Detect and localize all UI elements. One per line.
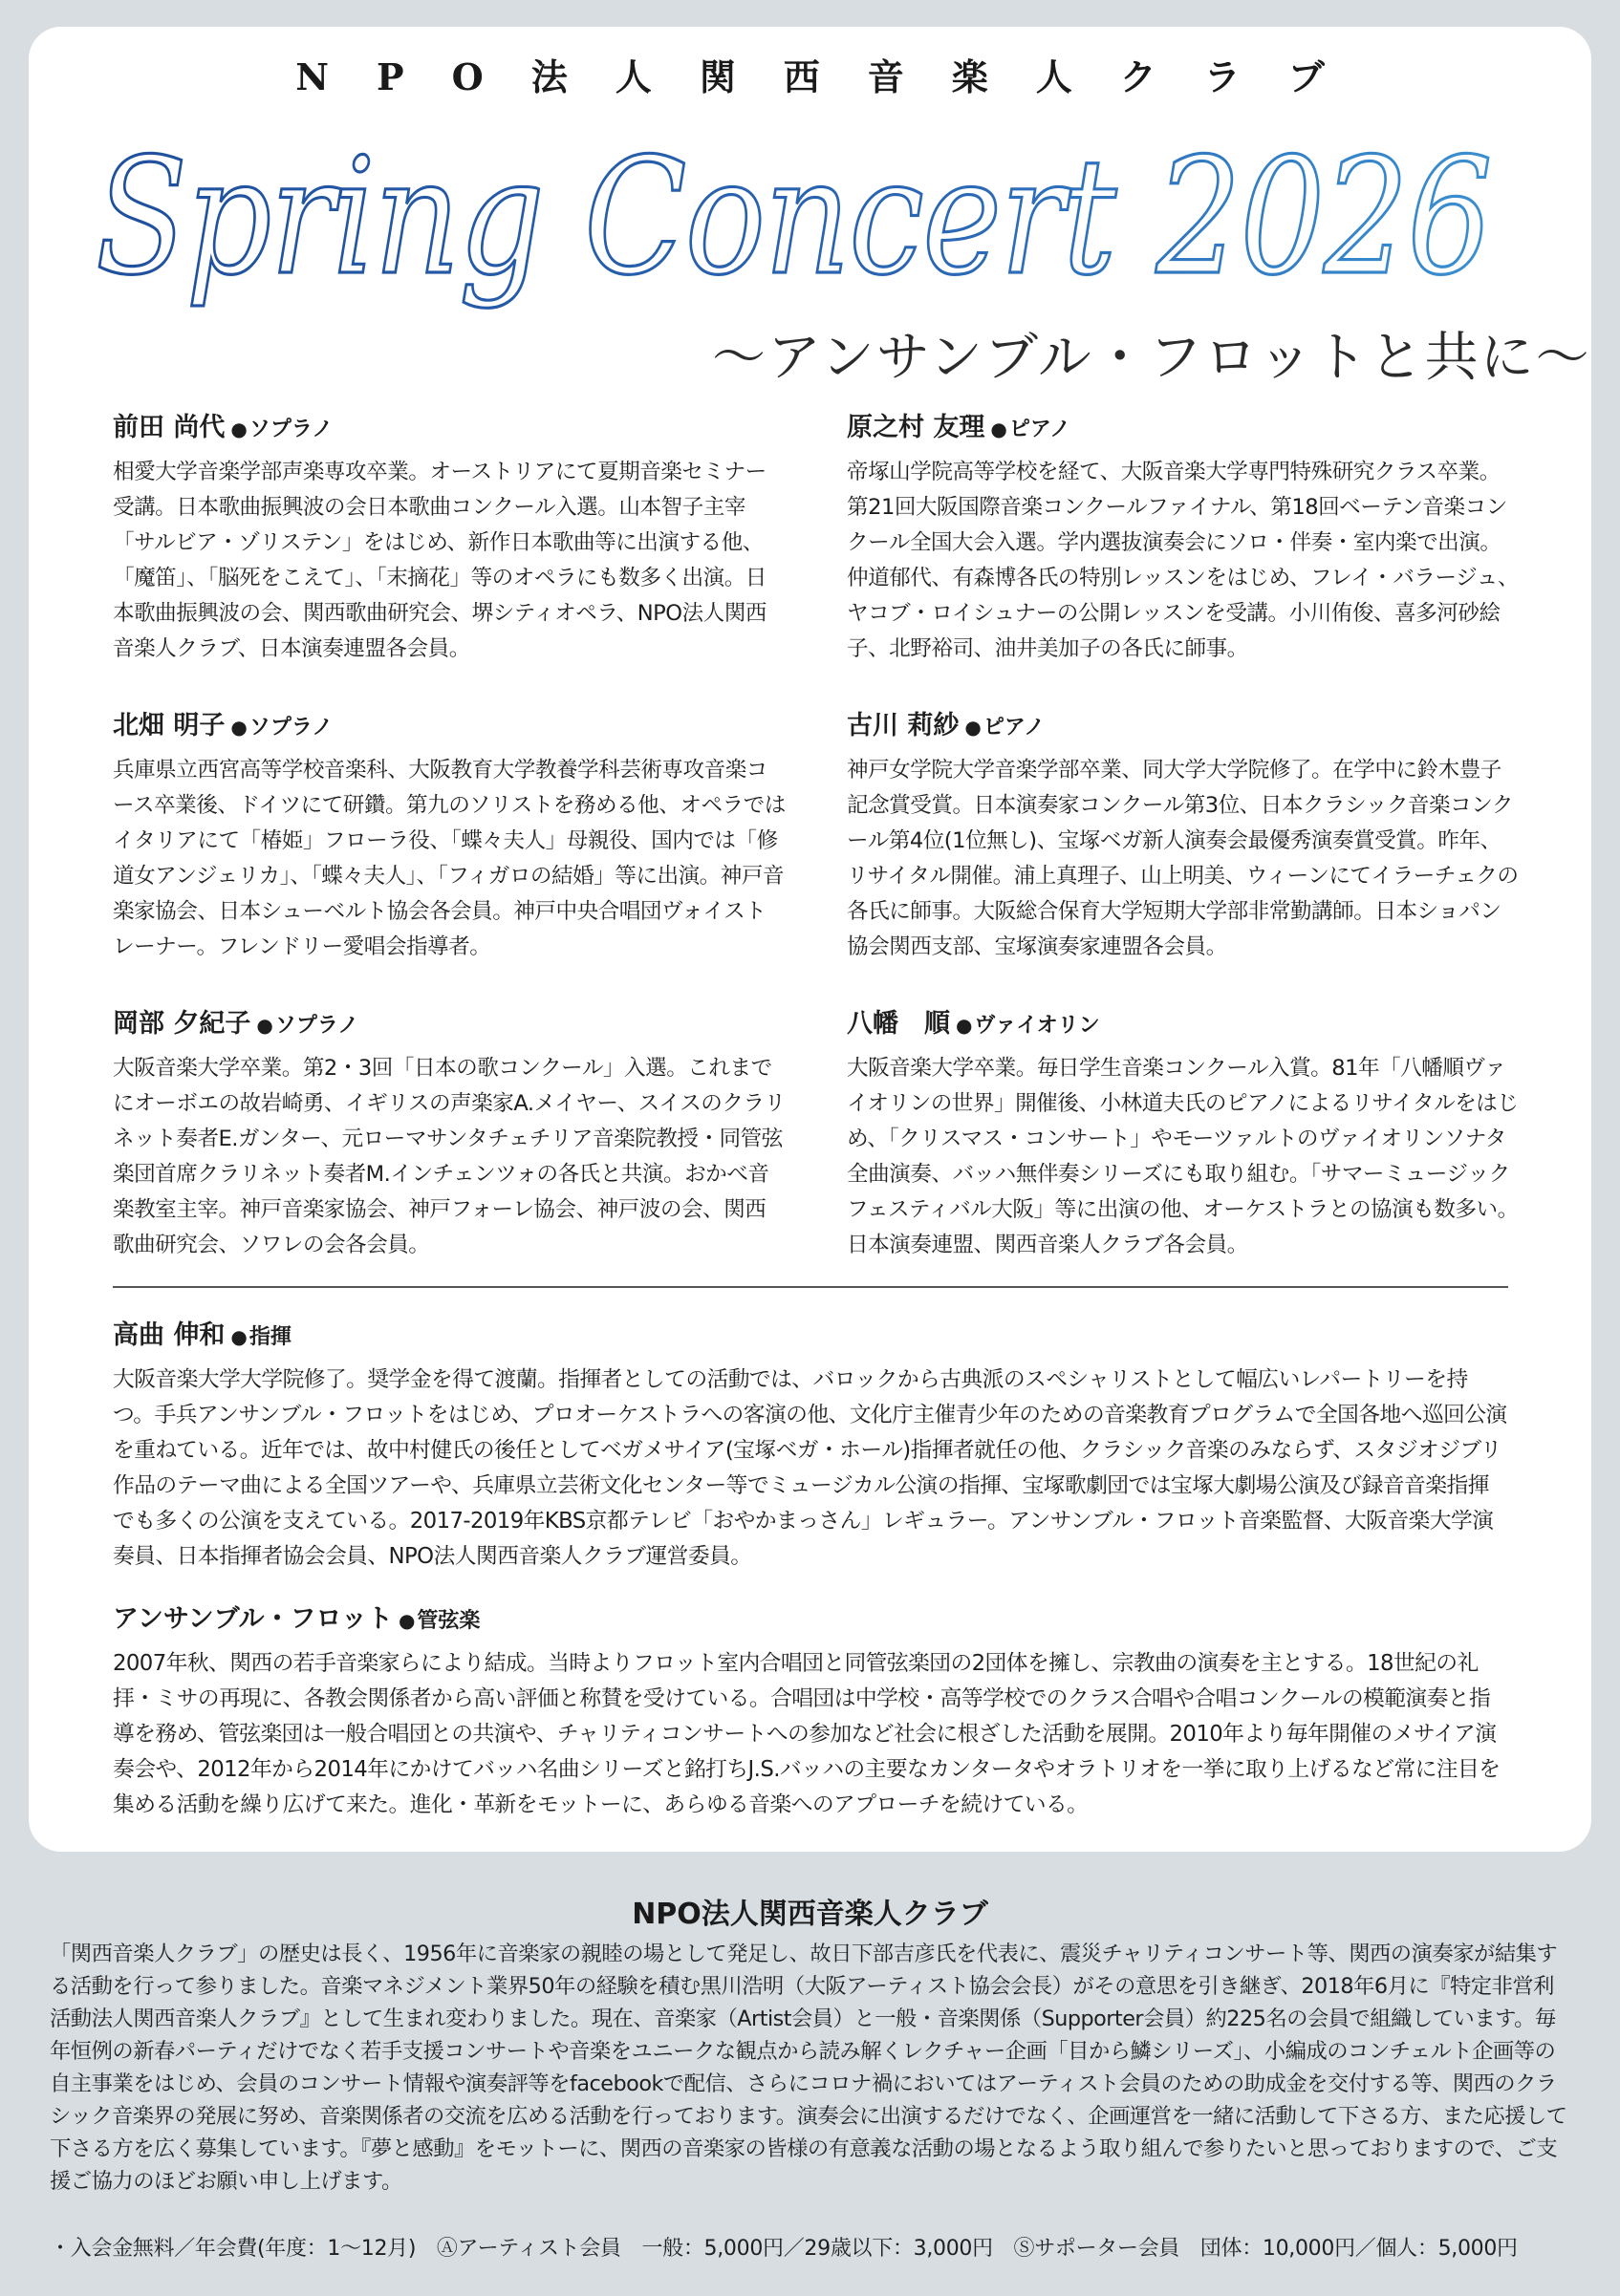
performer-biography: 大阪音楽大学卒業。第2・3回「日本の歌コンクール」入選。これまでにオーボエの故岩崎勇、イギリスの声楽家A.メイヤー、スイスのクラリネット奏者E.ガンター、元ローマサンタチェチリア音楽院教授・同管弦楽団首席クラリネット奏者M.インチェンツォの各氏と共演。おかべ音楽教室主宰。神戸音楽家協会、神戸フォーレ協会、神戸波の会、関西歌曲研究会、ソワレの会各会員。 [113, 1056, 786, 1257]
performer-role: ピアノ [983, 716, 1046, 740]
ensemble-heading [113, 1600, 1508, 1641]
performer-name: 岡部 夕紀子 [113, 1009, 251, 1039]
concert-title-text: Spring Concert 2026 [96, 123, 1491, 311]
ensemble-role: 管弦楽 [417, 1609, 481, 1633]
performer-role: ピアノ [1008, 418, 1071, 441]
ensemble-biography: 2007年秋、関西の若手音楽家らにより結成。当時よりフロット室内合唱団と同管弦楽団の2団体を擁し、宗教曲の演奏を主とする。18世紀の礼拝・ミサの再現に、各教会関係者から高い評価と称賛を受けている。合唱団は中学校・高等学校でのクラス合唱や合唱コンクールの模範演奏と指導を務め、管弦楽団は一般合唱団との共演や、チャリティコンサートへの参加など社会に根ざした活動を展開。2010年より毎年開催のメサイア演奏会や、2012年から2014年にかけてバッハ名曲シリーズと銘打ちJ.S.バッハの主要なカンタータやオラトリオを一挙に取り上げるなど常に注目を集める活動を繰り広げて来た。進化・革新をモットーに、あらゆる音楽へのアプローチを続けている。 [113, 1651, 1501, 1817]
performer-bio-yahata [847, 1005, 1521, 1263]
club-description: 「関西音楽人クラブ」の歴史は長く、1956年に音楽家の親睦の場として発足し、故日下部吉彦氏を代表に、震災チャリティコンサート等、関西の演奏家が結集する活動を行って参りました。音楽マネジメント業界50年の経験を積む黒川浩明（大阪アーティスト協会会長）がその意思を引き継ぎ、2018年6月に『特定非営利活動法人関西音楽人クラブ』として生まれ変わりました。現在、音楽家（Artist会員）と一般・音楽関係（Supporter会員）約225名の会員で組織しています。毎年恒例の新春パーティだけでなく若手支援コンサートや音楽をユニークな観点から読み解くレクチャー企画「目から鱗シリーズ」、小編成のコンチェルト企画等の自主事業をはじめ、会員のコンサート情報や演奏評等をfacebookで配信、さらにコロナ禍においてはアーティスト会員のための助成金を交付する等、関西のクラシック音楽界の発展に努め、音楽関係者の交流を広める活動を行っております。演奏会に出演するだけでなく、企画運営を一緒に活動して下さる方、また応援して下さる方を広く募集しています。『夢と感動』をモットーに、関西の音楽家の皆様の有意義な活動の場となるよう取り組んで参りたいと思っておりますので、ご支援ご協力のほどお願い申し上げます。 [50, 1942, 1567, 2194]
performer-name: 北畑 明子 [113, 711, 226, 740]
concert-subtitle: 〜アンサンブル・フロットと共に〜 [712, 327, 1591, 389]
performer-biography: 相愛大学音楽学部声楽専攻卒業。オーストリアにて夏期音楽セミナー受講。日本歌曲振興波の会日本歌曲コンクール入選。山本智子主宰「サルビア・ゾリステン」をはじめ、新作日本歌曲等に出演する他、「魔笛」、「脳死をこえて」、「末摘花」等のオペラにも数多く出演。日本歌曲振興波の会、関西歌曲研究会、堺シティオペラ、NPO法人関西音楽人クラブ、日本演奏連盟各会員。 [113, 460, 767, 661]
performer-heading [113, 707, 787, 747]
ensemble-bio [113, 1600, 1508, 1823]
club-title: NPO法人関西音楽人クラブ [632, 1898, 988, 1931]
performer-bio-furukawa [847, 707, 1521, 965]
organization-header: NPO法人関西音楽人クラブ [295, 55, 1372, 98]
conductor-biography: 大阪音楽大学大学院修了。奨学金を得て渡蘭。指揮者としての活動では、バロックから古典派のスペシャリストとして幅広いレパートリーを持つ。手兵アンサンブル・フロットをはじめ、プロオーケストラへの客演の他、文化庁主催青少年のための音楽教育プログラムで全国各地へ巡回公演を重ねている。近年では、故中村健氏の後任としてベガメサイア(宝塚ベガ・ホール)指揮者就任の他、クラシック音楽のみならず、スタジオジブリ作品のテーマ曲による全国ツアーや、兵庫県立芸術文化センター等でミュージカル公演の指揮、宝塚歌劇団では宝塚大劇場公演及び録音音楽指揮でも多くの公演を支えている。2017-2019年KBS京都テレビ「おやかまっさん」レギュラー。アンサンブル・フロット音楽監督、大阪音楽大学演奏員、日本指揮者協会会員、NPO法人関西音楽人クラブ運営委員。 [113, 1367, 1507, 1569]
performer-name: 原之村 友理 [847, 413, 985, 442]
performer-biography: 兵庫県立西宮高等学校音楽科、大阪教育大学教養学科芸術専攻音楽コース卒業後、ドイツにて研鑽。第九のソリストを務める他、オペラではイタリアにて「椿姫」フローラ役、「蝶々夫人」母親役、国内では「修道女アンジェリカ」、「蝶々夫人」、「フィガロの結婚」等に出演。神戸音楽家協会、日本シューベルト協会各会員。神戸中央合唱団ヴォイストレーナー。フレンドリー愛唱会指導者。 [113, 758, 786, 959]
performer-bio-kitabatake [113, 707, 787, 965]
performer-bio-haranomura [847, 409, 1521, 667]
performer-role: ソプラノ [248, 418, 334, 441]
section-divider [113, 1286, 1508, 1288]
performer-heading [847, 409, 1521, 449]
performer-heading [113, 1005, 787, 1045]
bullet-icon: ● [990, 418, 1007, 440]
conductor-role: 指揮 [248, 1325, 292, 1349]
performer-bio-maeda [113, 409, 787, 667]
performer-heading [847, 707, 1521, 747]
bullet-icon: ● [230, 716, 248, 739]
conductor-bio [113, 1317, 1508, 1575]
bullet-icon: ● [956, 1014, 973, 1037]
bullet-icon: ● [398, 1609, 416, 1632]
performer-role: ソプラノ [274, 1014, 359, 1038]
bullet-icon: ● [964, 716, 982, 739]
performer-bio-okabe [113, 1005, 787, 1263]
performer-biography: 神戸女学院大学音楽学部卒業、同大学大学院修了。在学中に鈴木豊子記念賞受賞。日本演奏家コンクール第3位、日本クラシック音楽コンクール第4位(1位無し)、宝塚ベガ新人演奏会最優秀演奏賞受賞。昨年、リサイタル開催。浦上真理子、山上明美、ウィーンにてイラーチェクの各氏に師事。大阪総合保育大学短期大学部非常勤講師。日本ショパン協会関西支部、宝塚演奏家連盟各会員。 [847, 758, 1519, 959]
ensemble-name: アンサンブル・フロット [113, 1604, 393, 1634]
performer-name: 古川 莉紗 [847, 711, 960, 740]
performer-heading [847, 1005, 1521, 1045]
performer-role: ソプラノ [248, 716, 334, 740]
conductor-heading [113, 1317, 1508, 1357]
performer-name: 八幡 順 [847, 1009, 950, 1039]
conductor-name: 高曲 伸和 [113, 1320, 226, 1350]
membership-fees: ・入会金無料／年会費(年度：1〜12月) Ⓐアーティスト会員 一般：5,000円／29歳以下：3,000円 Ⓢサポーター会員 団体：10,000円／個人：5,000円 [50, 2237, 1518, 2261]
performer-biography: 帝塚山学院高等学校を経て、大阪音楽大学専門特殊研究クラス卒業。第21回大阪国際音楽コンクールファイナル、第18回ベーテン音楽コンクール全国大会入選。学内選抜演奏会にソロ・伴奏・室内楽で出演。仲道郁代、有森博各氏の特別レッスンをはじめ、フレイ・バラージュ、ヤコブ・ロイシュナーの公開レッスンを受講。小川侑俊、喜多河砂絵子、北野裕司、油井美加子の各氏に師事。 [847, 460, 1519, 661]
bullet-icon: ● [256, 1014, 273, 1037]
performer-heading [113, 409, 787, 449]
performer-role: ヴァイオリン [974, 1014, 1100, 1038]
performer-name: 前田 尚代 [113, 413, 226, 442]
bullet-icon: ● [230, 418, 248, 440]
concert-title [86, 110, 1520, 330]
performer-biography: 大阪音楽大学卒業。毎日学生音楽コンクール入賞。81年「八幡順ヴァイオリンの世界」開催後、小林道夫氏のピアノによるリサイタルをはじめ、「クリスマス・コンサート」やモーツァルトのヴァイオリンソナタ全曲演奏、バッハ無伴奏シリーズにも取り組む。「サマーミュージックフェスティバル大阪」等に出演の他、オーケストラとの協演も数多い。日本演奏連盟、関西音楽人クラブ各会員。 [847, 1056, 1519, 1257]
bullet-icon: ● [230, 1325, 248, 1348]
